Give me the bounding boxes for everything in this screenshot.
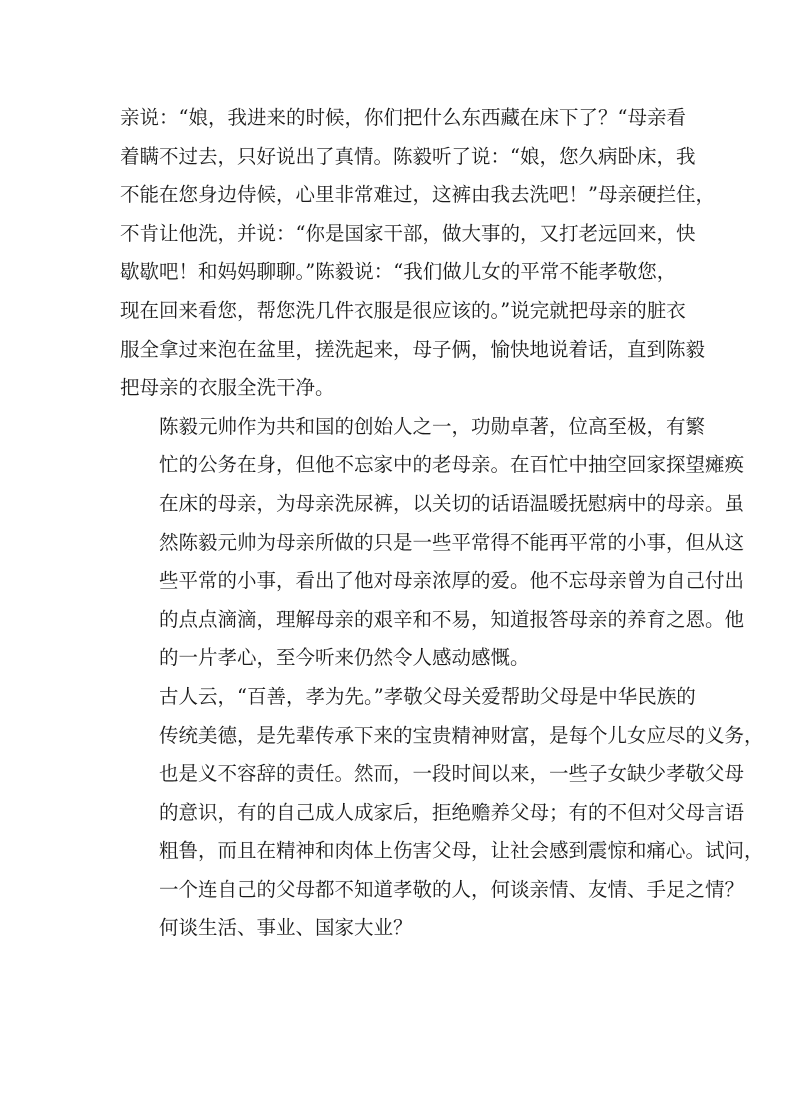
text-line: 的意识，有的自己成人成家后，拒绝赡养父母；有的不但对父母言语 xyxy=(159,800,745,824)
text-line: 陈毅元帅作为共和国的创始人之一，功勋卓著，位高至极，有繁 xyxy=(159,414,706,438)
text-line: 然陈毅元帅为母亲所做的只是一些平常得不能再平常的小事，但从这 xyxy=(159,530,745,554)
text-line: 亲说：“娘，我进来的时候，你们把什么东西藏在床下了？“母亲看 xyxy=(120,106,686,129)
text-line: 的一片孝心，至今听来仍然令人感动感慨。 xyxy=(159,646,530,670)
document-page xyxy=(120,99,764,948)
text-line: 的点点滴滴，理解母亲的艰辛和不易，知道报答母亲的养育之恩。他 xyxy=(159,607,745,631)
text-line: 也是义不容辞的责任。然而，一段时间以来，一些子女缺少孝敬父母 xyxy=(159,762,745,786)
text-line: 古人云，“百善，孝为先。”孝敬父母关爱帮助父母是中华民族的 xyxy=(159,684,696,708)
text-line: 现在回来看您，帮您洗几件衣服是很应该的。”说完就把母亲的脏衣 xyxy=(120,298,686,322)
text-line: 何谈生活、事业、国家大业？ xyxy=(159,916,413,940)
text-line: 不能在您身边侍候，心里非常难过，这裤由我去洗吧！”母亲硬拦住， xyxy=(120,183,715,207)
text-line: 传统美德，是先辈传承下来的宝贵精神财富，是每个儿女应尽的义务， xyxy=(159,723,764,747)
text-line: 在床的母亲，为母亲洗尿裤，以关切的话语温暖抚慰病中的母亲。虽 xyxy=(159,491,745,515)
text-line: 忙的公务在身，但他不忘家中的老母亲。在百忙中抽空回家探望瘫痪 xyxy=(159,453,745,477)
text-line: 把母亲的衣服全洗干净。 xyxy=(120,376,335,400)
text-line: 服全拿过来泡在盆里，搓洗起来，母子俩，愉快地说着话，直到陈毅 xyxy=(120,337,706,361)
text-line: 歇歇吧！和妈妈聊聊。”陈毅说：“我们做儿女的平常不能孝敬您， xyxy=(120,260,677,284)
text-line: 粗鲁，而且在精神和肉体上伤害父母，让社会感到震惊和痛心。试问， xyxy=(159,839,764,863)
text-line: 些平常的小事，看出了他对母亲浓厚的爱。他不忘母亲曾为自己付出 xyxy=(159,569,745,593)
paragraph-2 xyxy=(120,408,745,678)
text-line: 着瞒不过去，只好说出了真情。陈毅听了说：“娘，您久病卧床，我 xyxy=(120,144,696,168)
text-line: 不肯让他洗，并说：“你是国家干部，做大事的，又打老远回来，快 xyxy=(120,221,696,245)
paragraph-3 xyxy=(120,678,764,948)
paragraph-1 xyxy=(120,99,715,408)
text-line: 一个连自己的父母都不知道孝敬的人，何谈亲情、友情、手足之情？ xyxy=(159,877,745,901)
